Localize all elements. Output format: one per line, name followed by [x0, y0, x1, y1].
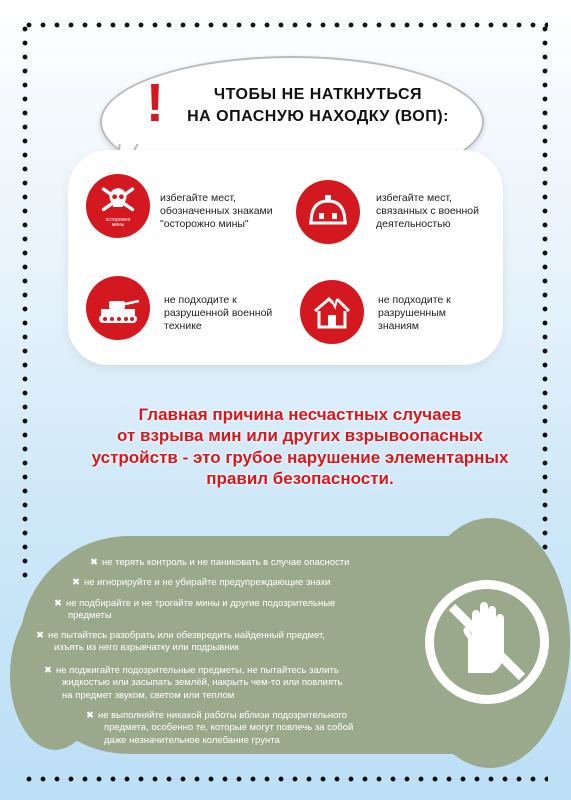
tip-1-line-3: "осторожно мины" [160, 218, 249, 231]
rule-1-line-1: не терять контроль и не паниковать в случае опасности [101, 557, 350, 568]
stop-hand-icon [434, 589, 540, 695]
tip-avoid-mine-signs [160, 192, 273, 231]
bubble-title-line-2: НА ОПАСНУЮ НАХОДКУ (ВОП): [187, 107, 449, 125]
stop-hand-sign [425, 580, 549, 704]
rule-item [54, 598, 335, 623]
destroyed-house-icon [309, 289, 355, 335]
rule-4-line-1: не пытайтесь разобрать или обезвредить найденный предмет, [47, 630, 325, 641]
dotted-border-bottom [22, 776, 548, 782]
rule-item [72, 577, 330, 589]
tip-2-line-1: избегайте мест, [376, 192, 452, 204]
mine-sign-caption [106, 218, 131, 229]
main-cause-headline [80, 404, 520, 489]
cross-icon: ✖ [86, 710, 94, 721]
dotted-border-top [22, 22, 548, 28]
tip-4-line-1: не подходите к [378, 294, 451, 306]
rule-item [90, 557, 349, 569]
rule-5-line-3: на предмет звуком, светом или теплом [62, 689, 235, 701]
tip-3-line-3: технике [164, 320, 202, 333]
cross-icon: ✖ [36, 630, 44, 641]
cross-icon: ✖ [54, 598, 62, 609]
headline-line-1: Главная причина несчастных случаев [138, 405, 462, 424]
tip-1-line-2: обозначенных знаками [160, 205, 273, 218]
tip-3-line-1: не подходите к [164, 294, 237, 306]
tip-4-line-3: знаниям [378, 320, 420, 333]
rule-4-line-2: изъять из него взрывчатку или подрывник [54, 642, 239, 654]
exclamation-mark-icon: ! [146, 73, 164, 133]
bunker-icon [305, 189, 351, 235]
dotted-border-left [22, 22, 28, 582]
rule-2-line-1: не игнорируйте и не убирайте предупреждающие знаки [83, 577, 331, 588]
rule-item [86, 710, 353, 747]
bubble-title-line-1: ЧТОБЫ НЕ НАТКНУТЬСЯ [213, 86, 423, 103]
tip-2-line-2: связанных с военной [376, 205, 479, 218]
rule-3-line-1: не подбирайте и не трогайте мины и другие подозрительные [65, 598, 336, 609]
rule-5-line-1: не поджигайте подозрительные предметы, не пытайтесь залить [55, 665, 339, 676]
rule-item [44, 665, 342, 702]
tip-avoid-destroyed-buildings [378, 294, 451, 333]
tip-3-line-2: разрушенной военной [164, 307, 273, 320]
rule-6-line-2: предмета, особенно те, которые могут повлечь за собой [104, 722, 354, 734]
destroyed-house-sign [300, 280, 364, 344]
headline-line-3: устройств - это грубое нарушение элементарных [91, 447, 509, 467]
bunker-sign [296, 180, 360, 244]
tank-sign [86, 276, 150, 340]
mine-sign-caption-1: осторожно [105, 216, 131, 223]
mine-warning-sign [86, 174, 150, 238]
bubble-title [168, 84, 468, 127]
tip-4-line-2: разрушенным [378, 307, 446, 320]
tip-2-line-3: деятельностью [376, 218, 451, 231]
tip-1-line-1: избегайте мест, [160, 192, 236, 204]
tank-icon [95, 285, 141, 331]
cross-icon: ✖ [90, 557, 98, 568]
headline-line-2: от взрыва мин или других взрывоопасных [117, 426, 483, 446]
tip-avoid-military-sites [376, 192, 479, 231]
rule-6-line-3: даже незначительное колебание грунта [104, 734, 280, 746]
cross-icon: ✖ [72, 577, 80, 588]
mine-sign-caption-2: мины [111, 222, 125, 228]
cross-icon: ✖ [44, 665, 52, 676]
rule-5-line-2: жидкостью или засыпать землёй, накрыть чем-то или повлиять [62, 677, 343, 689]
rule-item [36, 630, 325, 655]
rule-3-line-2: предметы [68, 610, 112, 622]
dotted-border-right [542, 22, 548, 562]
skull-icon [98, 184, 138, 218]
rule-6-line-1: не выполняйте никакой работы вблизи подозрительного [97, 710, 348, 721]
headline-line-4: правил безопасности. [206, 468, 394, 488]
tip-avoid-military-equipment [164, 294, 272, 333]
